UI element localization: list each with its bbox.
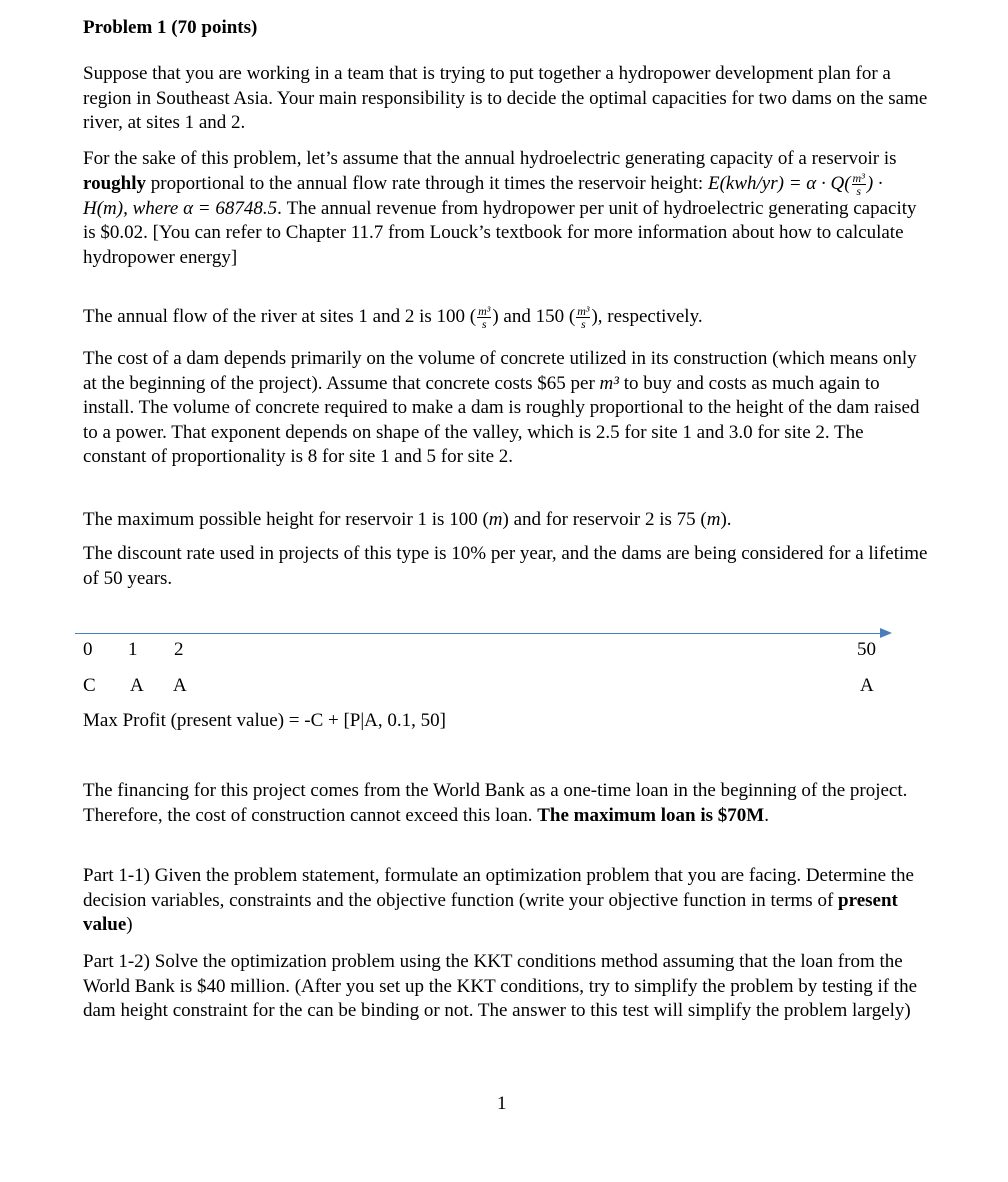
flow-unit-fraction: $\frac{\text{m³}}{s}$ xyxy=(852,170,865,198)
discount-paragraph: The discount rate used in projects of this type is 10% per year, and the dams are being considered for a lifetime of 50 years. xyxy=(83,543,928,589)
problem-title: Problem 1 (70 points) xyxy=(83,17,258,38)
timeline-year-1: 1 xyxy=(128,639,138,660)
max-height-paragraph: The maximum possible height for reservoir 1 is 100 (m) and for reservoir 2 is 75 (m). xyxy=(83,509,732,530)
alpha-value: α = 68748.5 xyxy=(183,197,278,219)
flow-paragraph: The annual flow of the river at sites 1 and 2 is 100 ( $\frac{\text{m³}}{s}$ ) and 150 ( $\frac{\text{m³}}{s}$ ), respectively. xyxy=(83,304,703,332)
timeline-year-2: 2 xyxy=(174,639,184,660)
timeline-annuity-2: A xyxy=(173,675,187,696)
profit-formula: Max Profit (present value) = -C + [P|A, 0.1, 50] xyxy=(83,710,446,731)
cost-paragraph: The cost of a dam depends primarily on the volume of concrete utilized in its construction (which means only at the beginning of the project). Assume that concrete costs $65 per m³ to buy and costs as much again to install. The volume of concrete required to make a dam is roughly proportional to the height of the dam raised to a power. That exponent depends on shape of the valley, which is 2.5 for site 1 and 3.0 for site 2. The constant of proportionality is 8 for site 1 and 5 for site 2. xyxy=(83,348,920,467)
part-1-1: Part 1-1) Given the problem statement, formulate an optimization problem that you are facing. Determine the decision variables, constraints and the objective function (write your objective function in terms of present value) xyxy=(83,865,914,935)
timeline-cost-label: C xyxy=(83,675,96,696)
timeline-annuity-1: A xyxy=(130,675,144,696)
financing-paragraph: The financing for this project comes from the World Bank as a one-time loan in the beginning of the project. Therefore, the cost of construction cannot exceed this loan. The maximum loan is $70M. xyxy=(83,780,908,826)
energy-equation-lhs: E(kwh/yr) = α · Q( xyxy=(707,172,851,194)
timeline-annuity-50: A xyxy=(860,675,874,696)
part-1-2: Part 1-2) Solve the optimization problem using the KKT conditions method assuming that the loan from the World Bank is $40 million. (After you set up the KKT conditions, try to simplify the problem by testing if the dam height constraint for the can be binding or not. The answer to this test will simplify the problem largely) xyxy=(83,951,918,1021)
timeline-year-50: 50 xyxy=(857,639,876,660)
page-number: 1 xyxy=(497,1093,507,1114)
capacity-paragraph: For the sake of this problem, let’s assume that the annual hydroelectric generating capacity of a reservoir is roughly proportional to the annual flow rate through it times the reservoir height: E(kwh/yr) = α · Q( $\frac{\text{m³}}{s}$ ) · H(m), where α = 68748.5. The annual revenue from hydropower per unit of hydroelectric generating capacity is $0.02. [You can refer to Chapter 11.7 from Louck’s textbook for more information about how to calculate hydropower energy] xyxy=(83,148,917,268)
cashflow-timeline xyxy=(75,633,880,634)
intro-paragraph: Suppose that you are working in a team that is trying to put together a hydropower development plan for a region in Southeast Asia. Your main responsibility is to decide the optimal capacities for two dams on the same river, at sites 1 and 2. xyxy=(83,63,928,133)
timeline-arrow-icon xyxy=(880,628,892,638)
timeline-year-0: 0 xyxy=(83,639,93,660)
